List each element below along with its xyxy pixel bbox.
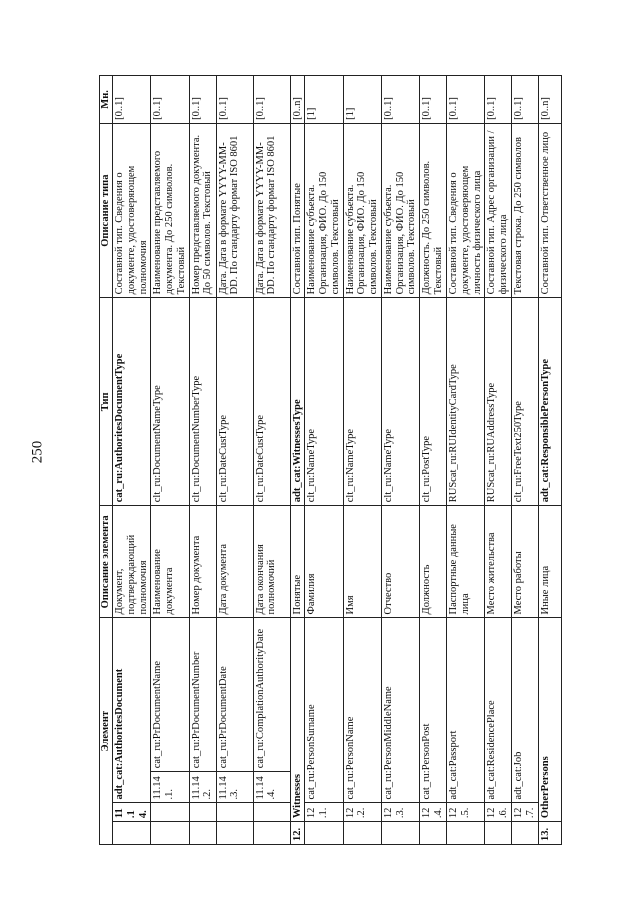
indent-cell <box>381 822 419 845</box>
multiplicity: [0..1] <box>216 76 253 124</box>
table-body <box>113 76 562 845</box>
indent-cell <box>216 822 253 845</box>
element-name: cat_ru:PrDocumentDate <box>216 618 253 772</box>
indent-cell <box>151 822 189 845</box>
multiplicity: [0..n] <box>290 76 305 124</box>
type-description: Составной тип. Понятые <box>290 123 305 298</box>
type-description: Номер представляемого документа. До 50 символов. Текстовый <box>189 123 216 298</box>
header-type-desc: Описание типа <box>100 123 113 298</box>
indent-cell <box>253 822 290 845</box>
row-number: 12.4. <box>420 803 447 822</box>
element-name: cat_ru:PersonSurname <box>305 618 343 803</box>
row-number: 12.2. <box>343 803 381 822</box>
multiplicity: [0..1] <box>113 76 151 124</box>
row-number: 11.14. <box>113 803 151 822</box>
type-name: RUScat_ru:RUAddressType <box>485 298 512 506</box>
element-name: adt_cat:ResidencePlace <box>485 618 512 803</box>
element-description: Понятые <box>290 506 305 618</box>
type-name: clt_ru:NameType <box>381 298 419 506</box>
type-description: Наименование представляемого документа. До 250 символов. Текстовый <box>151 123 189 298</box>
type-name: clt_ru:DateCustType <box>216 298 253 506</box>
table-row <box>216 76 253 845</box>
type-name: clt_ru:NameType <box>343 298 381 506</box>
table-row <box>343 76 381 845</box>
type-name: adt_cat:WitnessesType <box>290 298 305 506</box>
type-name: RUScat_ru:RUIdentityCardType <box>447 298 485 506</box>
type-description: Составной тип. Сведения о документе, удостоверяющем полномочия <box>113 123 151 298</box>
row-number: 12.5. <box>447 803 485 822</box>
indent-cell <box>305 822 343 845</box>
type-name: clt_ru:NameType <box>305 298 343 506</box>
element-name: cat_ru:PersonPost <box>420 618 447 803</box>
type-description: Наименование субъекта. Организация, ФИО. До 150 символов. Текстовый <box>305 123 343 298</box>
indent-cell <box>113 822 151 845</box>
type-description: Дата. Дата в формате YYYY-MM-DD. По стандарту формат ISO 8601 <box>216 123 253 298</box>
element-description: Номер документа <box>189 506 216 618</box>
row-number: 11.14.1. <box>151 772 189 803</box>
table-row <box>447 76 485 845</box>
header-mn: Мн. <box>100 76 113 124</box>
type-description: Наименование субъекта. Организация, ФИО. До 150 символов. Текстовый <box>343 123 381 298</box>
element-description: Дата документа <box>216 506 253 618</box>
table-row <box>113 76 151 845</box>
type-description: Должность. До 250 символов. Текстовый <box>420 123 447 298</box>
indent-cell <box>485 822 512 845</box>
element-name: adt_cat:AuthoritesDocument <box>113 618 151 803</box>
element-name: cat_ru:PrDocumentName <box>151 618 189 772</box>
type-name: clt_ru:DateCustType <box>253 298 290 506</box>
table-row <box>189 76 216 845</box>
multiplicity: [0..1] <box>485 76 512 124</box>
table-row <box>290 76 305 845</box>
table-row <box>512 76 539 845</box>
row-number: 12.3. <box>381 803 419 822</box>
multiplicity: [0..1] <box>189 76 216 124</box>
row-number: 11.14.4. <box>253 772 290 803</box>
element-name: cat_ru:PersonMiddleName <box>381 618 419 803</box>
type-name: clt_ru:DocumentNameType <box>151 298 189 506</box>
row-number: 11.14.3. <box>216 772 253 803</box>
header-element: Элемент <box>100 618 113 845</box>
table-container <box>99 75 551 845</box>
indent-cell <box>420 822 447 845</box>
multiplicity: [0..1] <box>447 76 485 124</box>
indent-cell <box>189 803 216 822</box>
header-type: Тип <box>100 298 113 506</box>
multiplicity: [0..1] <box>420 76 447 124</box>
multiplicity: [1] <box>305 76 343 124</box>
row-number: 12.6. <box>485 803 512 822</box>
element-name: Witnesses <box>290 618 305 822</box>
row-number: 12. <box>290 822 305 845</box>
multiplicity: [0..n] <box>538 76 561 124</box>
indent-cell <box>447 822 485 845</box>
element-description: Имя <box>343 506 381 618</box>
table-row <box>420 76 447 845</box>
element-name: adt_cat:Job <box>512 618 539 803</box>
table-row <box>305 76 343 845</box>
table-row <box>485 76 512 845</box>
type-description: Составной тип. Сведения о документе, удостоверяющем личность физического лица <box>447 123 485 298</box>
type-name: adt_cat:ResponsiblePersonType <box>538 298 561 506</box>
element-description: Место работы <box>512 506 539 618</box>
type-name: clt_ru:PostType <box>420 298 447 506</box>
element-description: Наименование документа <box>151 506 189 618</box>
row-number: 12.7. <box>512 803 539 822</box>
row-number: 12.1. <box>305 803 343 822</box>
table-row <box>253 76 290 845</box>
element-description: Отчество <box>381 506 419 618</box>
multiplicity: [1] <box>343 76 381 124</box>
header-element-desc: Описание элемента <box>100 506 113 618</box>
type-name: clt_ru:DocumentNumberType <box>189 298 216 506</box>
type-description: Составной тип. Адрес организации / физического лица <box>485 123 512 298</box>
type-description: Наименование субъекта. Организация, ФИО. До 150 символов. Текстовый <box>381 123 419 298</box>
element-description: Паспортные данные лица <box>447 506 485 618</box>
page-number: 250 <box>29 440 46 464</box>
element-description: Иные лица <box>538 506 561 618</box>
multiplicity: [0..1] <box>512 76 539 124</box>
table-header-row <box>100 76 113 845</box>
type-name: cat_ru:AuthoritesDocumentType <box>113 298 151 506</box>
row-number: 11.14.2. <box>189 772 216 803</box>
multiplicity: [0..1] <box>381 76 419 124</box>
type-description: Дата. Дата в формате YYYY-MM-DD. По стандарту формат ISO 8601 <box>253 123 290 298</box>
type-description: Текстовая строка. До 250 символов <box>512 123 539 298</box>
element-description: Документ, подтверждающий полномочия <box>113 506 151 618</box>
element-description: Фамилия <box>305 506 343 618</box>
element-name: cat_ru:ComplationAuthorityDate <box>253 618 290 772</box>
element-name: cat_ru:PersonName <box>343 618 381 803</box>
multiplicity: [0..1] <box>253 76 290 124</box>
indent-cell <box>253 803 290 822</box>
indent-cell <box>216 803 253 822</box>
element-name: OtherPersons <box>538 618 561 822</box>
row-number: 13. <box>538 822 561 845</box>
table-row <box>151 76 189 845</box>
indent-cell <box>512 822 539 845</box>
multiplicity: [0..1] <box>151 76 189 124</box>
rotated-table-frame <box>99 75 551 845</box>
indent-cell <box>151 803 189 822</box>
element-name: adt_cat:Passport <box>447 618 485 803</box>
table-row <box>538 76 561 845</box>
element-description: Дата окончания полномочий <box>253 506 290 618</box>
element-name: cat_ru:PrDocumentNumber <box>189 618 216 772</box>
indent-cell <box>343 822 381 845</box>
element-description: Должность <box>420 506 447 618</box>
type-name: clt_ru:FreeText250Type <box>512 298 539 506</box>
table-row <box>381 76 419 845</box>
indent-cell <box>189 822 216 845</box>
type-description: Составной тип. Ответственное лицо <box>538 123 561 298</box>
data-table <box>99 75 562 845</box>
element-description: Место жительства <box>485 506 512 618</box>
